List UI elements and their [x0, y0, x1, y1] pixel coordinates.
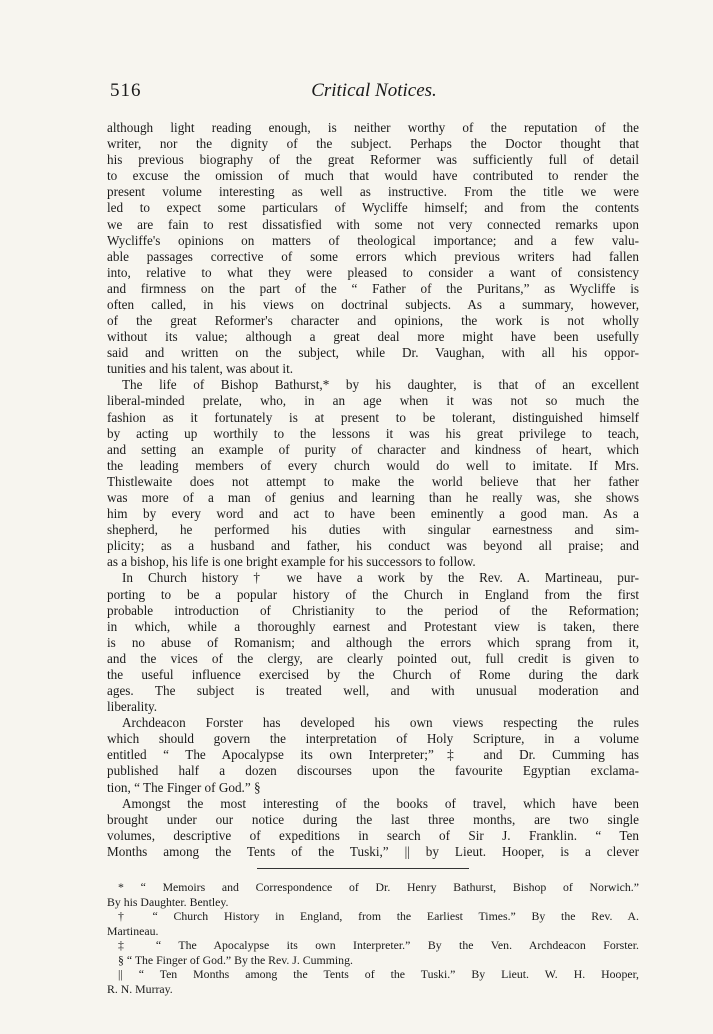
footnote-line: || “ Ten Months among the Tents of the Tuski.” By Lieut. W. H. Hooper, [118, 967, 639, 981]
body-line: probable introduction of Christianity to the period of the Reformation; [107, 602, 639, 618]
body-line: to excuse the omission of much that would have contributed to render the [107, 168, 639, 184]
footnote-line: Martineau. [107, 923, 159, 938]
footnote-divider [257, 868, 469, 869]
body-line: tunities and his talent, was about it. [107, 361, 294, 377]
body-line: as a bishop, his life is one bright example for his successors to follow. [107, 554, 476, 570]
page-number: 516 [110, 80, 142, 101]
body-line: was more of a man of genius and learning than he really was, she shows [107, 490, 639, 505]
footnote-line: R. N. Murray. [107, 981, 173, 996]
body-line: published half a dozen discourses upon the favourite Egyptian exclama- [107, 763, 639, 779]
body-line: without its value; although a great deal more might have been usefully [107, 329, 639, 345]
body-line: present volume interesting as well as instructive. From the title we were [107, 184, 639, 200]
footnote-line: By his Daughter. Bentley. [107, 894, 229, 909]
body-line: the leading members of every church would do well to imitate. If Mrs. [107, 457, 639, 473]
body-line: by acting up worthily to the lessons it was his great privilege to teach, [107, 425, 639, 441]
body-line: ages. The subject is treated well, and with unusual moderation and [107, 683, 639, 699]
body-line: shepherd, he performed his duties with singular earnestness and sim- [107, 522, 639, 538]
body-line: his previous biography of the great Reformer was sufficiently full of detail [107, 152, 639, 168]
body-line: brought under our notice during the last three months, are two single [107, 811, 639, 827]
body-line: fashion as it fortunately is at present to be tolerant, distinguished himself [107, 409, 639, 425]
body-line: In Church history † we have a work by the Rev. A. Martineau, pur- [122, 570, 639, 586]
body-line: often called, in his views on doctrinal subjects. As a summary, however, [107, 296, 639, 312]
footnote-line: † “ Church History in England, from the Earliest Times.” By the Rev. A. [118, 909, 639, 923]
body-line: the useful influence exercised by the Church of Rome during the dark [107, 666, 639, 682]
footnote-line: ‡ “ The Apocalypse its own Interpreter.” By the Ven. Archdeacon Forster. [118, 938, 639, 952]
body-line: liberal-minded prelate, who, in an age when it was not so much the [107, 393, 639, 409]
page-header [110, 80, 638, 108]
body-line: able passages corrective of some errors which previous writers had fallen [107, 248, 639, 264]
body-line: writer, nor the dignity of the subject. Perhaps the Doctor thought that [107, 136, 639, 152]
body-line: and the vices of the clergy, are clearly pointed out, full credit is given to [107, 650, 639, 666]
body-line: porting to be a popular history of the Church in England from the first [107, 586, 639, 602]
footnote-line: * “ Memoirs and Correspondence of Dr. Henry Bathurst, Bishop of Norwich.” [118, 880, 639, 894]
body-line: led to expect some particulars of Wycliffe himself; and from the contents [107, 200, 639, 216]
body-line: tion, “ The Finger of God.” § [107, 779, 261, 795]
body-line: and firmness on the part of the “ Father of the Puritans,” as Wycliffe is [107, 280, 639, 296]
body-line: into, relative to what they were pleased to consider a want of consistency [107, 264, 639, 280]
body-line: Amongst the most interesting of the books of travel, which have been [122, 795, 639, 811]
body-line: Thistlewaite does not attempt to make the world believe that her father [107, 473, 639, 489]
body-line: said and written on the subject, while Dr. Vaughan, with all his oppor- [107, 345, 639, 361]
body-line: Wycliffe's opinions on matters of theological importance; and a few valu- [107, 232, 639, 248]
body-line: of the great Reformer's character and opinions, the work is not wholly [107, 313, 639, 329]
body-line: liberality. [107, 699, 158, 715]
running-title: Critical Notices. [311, 80, 437, 101]
footnote-line: § “ The Finger of God.” By the Rev. J. Cumming. [118, 952, 353, 967]
body-line: entitled “ The Apocalypse its own Interpreter;”‡ and Dr. Cumming has [107, 747, 639, 763]
body-line: Archdeacon Forster has developed his own views respecting the rules [122, 715, 639, 731]
body-line: which should govern the interpretation of Holy Scripture, in a volume [107, 731, 639, 747]
body-line: although light reading enough, is neither worthy of the reputation of the [107, 120, 639, 135]
body-line: plicity; as a husband and father, his conduct was beyond all praise; and [107, 538, 639, 554]
body-line: and setting an example of purity of character and kindness of heart, which [107, 441, 639, 457]
body-line: in which, while a thoroughly earnest and Protestant view is taken, there [107, 618, 639, 634]
body-line: him by every word and act to have been eminently a good man. As a [107, 506, 639, 522]
body-line: is no abuse of Romanism; and although the errors which sprang from it, [107, 634, 639, 650]
body-line: volumes, descriptive of expeditions in search of Sir J. Franklin. “ Ten [107, 827, 639, 843]
body-line: we are fain to rest dissatisfied with some not very connected remarks upon [107, 216, 639, 232]
body-line: The life of Bishop Bathurst,* by his daughter, is that of an excellent [122, 377, 639, 393]
body-line: Months among the Tents of the Tuski,” || by Lieut. Hooper, is a clever [107, 843, 639, 859]
